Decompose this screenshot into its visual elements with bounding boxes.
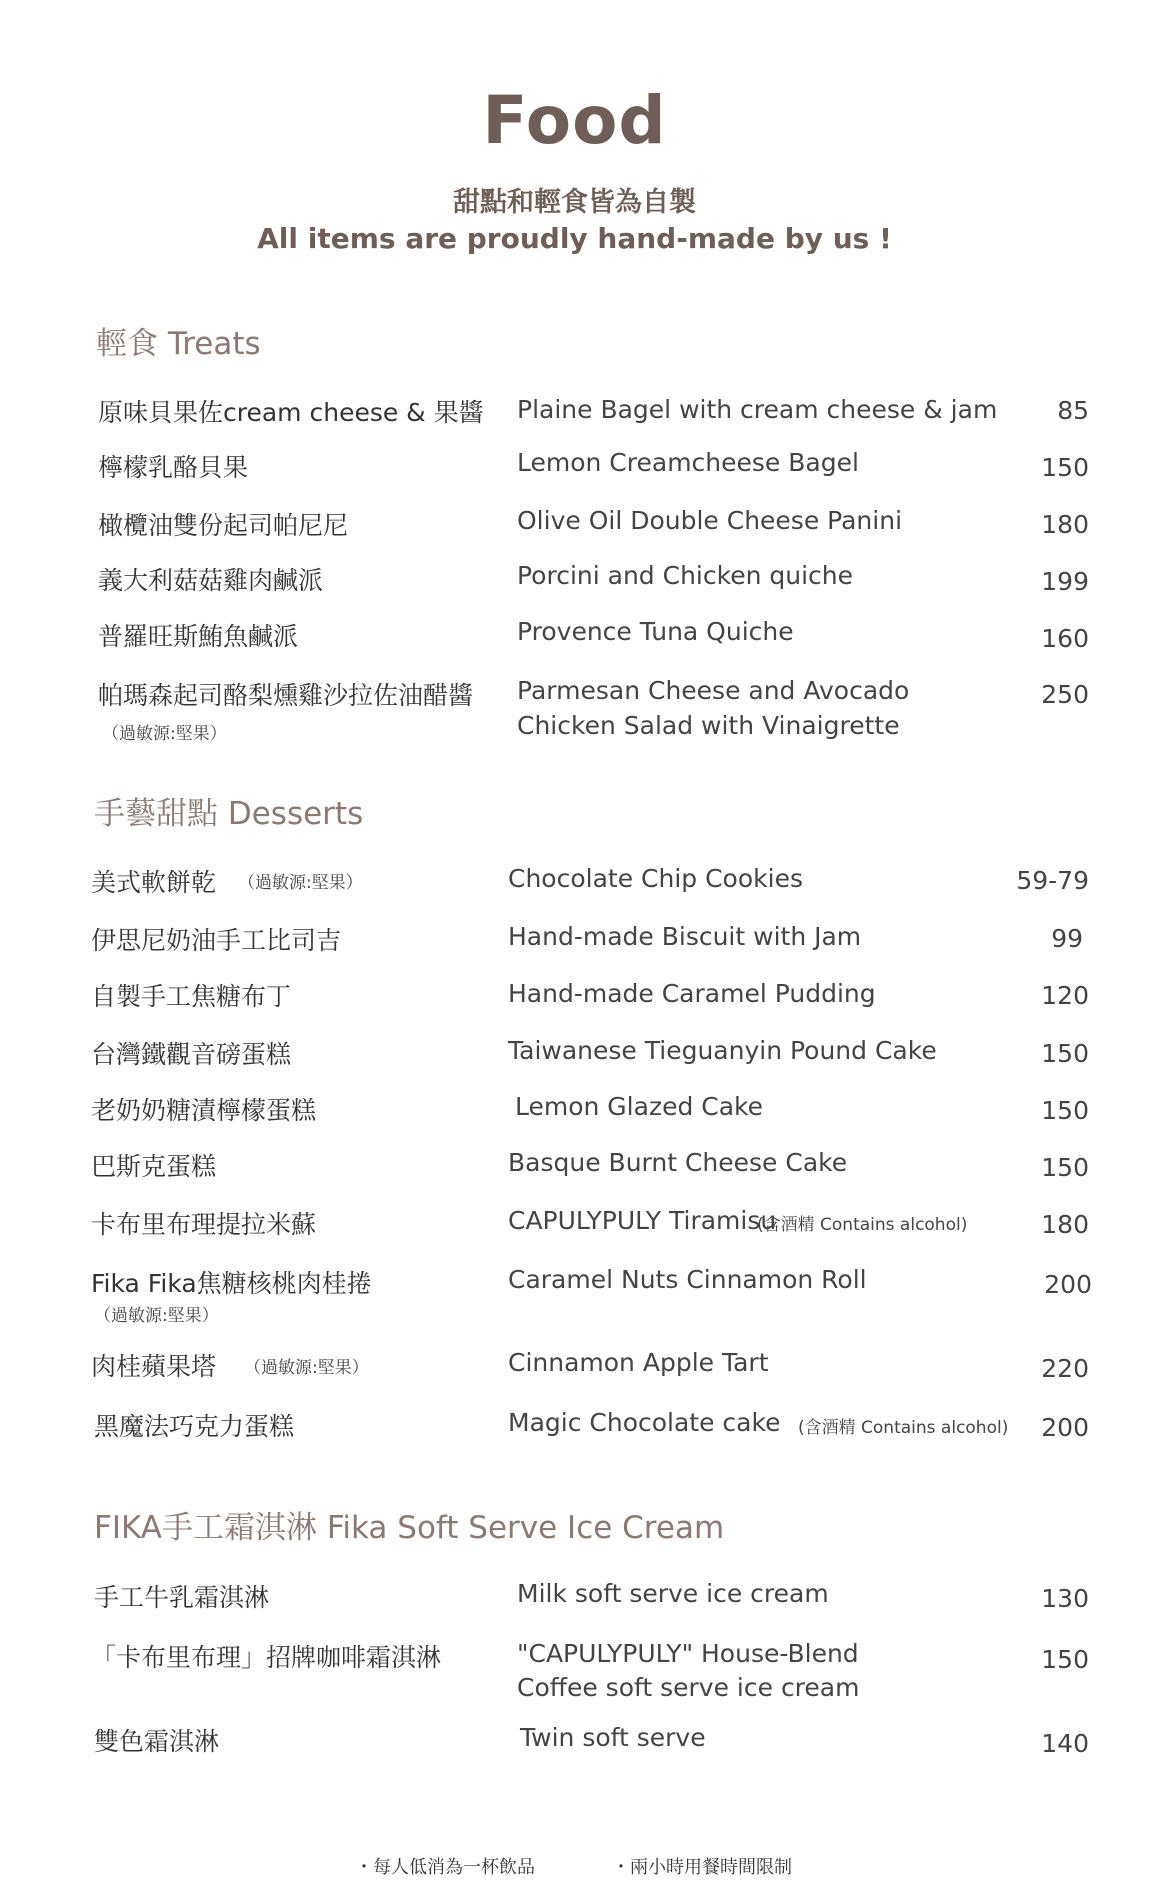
menu-item-price: 150 [1041,1039,1089,1068]
menu-item-name-en: Provence Tuna Quiche [517,617,794,646]
menu-item-name-en: Milk soft serve ice cream [517,1579,829,1608]
menu-item-name-en: Lemon Creamcheese Bagel [517,448,859,477]
allergen-note: （過敏源:堅果） [102,724,227,744]
menu-item-name-en: Caramel Nuts Cinnamon Roll [508,1265,867,1294]
menu-item-price: 220 [1041,1354,1089,1383]
menu-item-name-zh: 老奶奶糖漬檸檬蛋糕 [91,1096,317,1125]
menu-item-name-zh: Fika Fika焦糖核桃肉桂捲 [91,1269,372,1298]
menu-item-name-en: Magic Chocolate cake [508,1408,781,1437]
menu-item-name-zh: 卡布里布理提拉米蘇 [91,1210,317,1239]
section-heading-desserts: 手藝甜點 Desserts [94,796,364,832]
subtitle-chinese: 甜點和輕食皆為自製 [453,187,696,218]
menu-item-name-zh: 檸檬乳酪貝果 [98,453,249,482]
menu-item-name-zh: 巴斯克蛋糕 [91,1152,217,1181]
menu-item-price: 199 [1041,567,1089,596]
allergen-note: （過敏源:堅果） [238,873,363,893]
menu-item-price: 150 [1041,1645,1089,1674]
menu-item-name-zh: 自製手工焦糖布丁 [91,982,292,1011]
menu-item-name-zh: 雙色霜淇淋 [94,1727,220,1756]
menu-item-name-zh: 「卡布里布理」招牌咖啡霜淇淋 [91,1643,442,1672]
menu-item-price: 200 [1041,1413,1089,1442]
menu-item-price: 99 [1051,924,1083,953]
menu-item-price: 180 [1041,1210,1089,1239]
menu-item-name-en: Chocolate Chip Cookies [508,864,803,893]
menu-item-price: 250 [1041,680,1089,709]
menu-item-name-en: Basque Burnt Cheese Cake [508,1148,848,1177]
menu-item-name-zh: 橄欖油雙份起司帕尼尼 [98,511,349,540]
menu-item-name-en: Taiwanese Tieguanyin Pound Cake [508,1036,937,1065]
menu-item-price: 59-79 [1016,866,1089,895]
menu-item-name-zh: 伊思尼奶油手工比司吉 [91,926,342,955]
menu-item-price: 85 [1057,396,1089,425]
menu-item-name-en: CAPULYPULY Tiramisu [508,1206,777,1235]
menu-item-name-en: Hand-made Biscuit with Jam [508,922,862,951]
menu-item-name-zh: 帕瑪森起司酪梨燻雞沙拉佐油醋醬 [98,681,474,710]
menu-item-name-zh: 台灣鐵觀音磅蛋糕 [91,1040,292,1069]
menu-item-price: 140 [1041,1729,1089,1758]
menu-item-name-en-line2: Chicken Salad with Vinaigrette [517,711,900,740]
menu-item-name-en: Hand-made Caramel Pudding [508,979,876,1008]
menu-item-price: 120 [1041,981,1089,1010]
menu-item-name-en: Parmesan Cheese and Avocado [517,676,910,705]
allergen-note: （過敏源:堅果） [94,1306,219,1326]
menu-item-price: 150 [1041,1153,1089,1182]
footer-note-time-limit: ・兩小時用餐時間限制 [612,1857,792,1878]
subtitle-english: All items are proudly hand-made by us ! [257,222,892,255]
menu-item-name-zh: 原味貝果佐cream cheese & 果醬 [98,398,484,427]
menu-item-name-zh: 普羅旺斯鮪魚鹹派 [98,622,299,651]
menu-item-name-en: Porcini and Chicken quiche [517,561,853,590]
menu-item-name-zh: 黑魔法巧克力蛋糕 [94,1412,295,1441]
menu-item-name-en: "CAPULYPULY" House-Blend [517,1639,859,1668]
alcohol-note: (含酒精 Contains alcohol) [757,1215,968,1235]
menu-item-name-en: Plaine Bagel with cream cheese & jam [517,395,998,424]
section-heading-treats: 輕食 Treats [96,326,261,362]
menu-item-price: 130 [1041,1584,1089,1613]
menu-item-price: 180 [1041,510,1089,539]
menu-item-name-zh: 肉桂蘋果塔 [91,1352,217,1381]
menu-item-name-en: Twin soft serve [520,1723,706,1752]
alcohol-note: (含酒精 Contains alcohol) [798,1418,1009,1438]
menu-item-name-en: Olive Oil Double Cheese Panini [517,506,903,535]
page-title: Food [482,82,667,159]
menu-item-name-en: Lemon Glazed Cake [515,1092,764,1121]
menu-item-price: 160 [1041,624,1089,653]
menu-item-name-en: Cinnamon Apple Tart [508,1348,769,1377]
menu-item-name-zh: 手工牛乳霜淇淋 [94,1583,270,1612]
section-heading-ice-cream: FIKA手工霜淇淋 Fika Soft Serve Ice Cream [94,1510,725,1546]
menu-item-name-zh: 義大利菇菇雞肉鹹派 [98,566,324,595]
menu-item-price: 150 [1041,1096,1089,1125]
menu-item-price: 150 [1041,453,1089,482]
menu-item-price: 200 [1044,1270,1092,1299]
footer-note-minimum: ・每人低消為一杯飲品 [355,1857,535,1878]
menu-item-name-zh: 美式軟餅乾 [91,868,217,897]
allergen-note: （過敏源:堅果） [244,1358,369,1378]
menu-item-name-en-line2: Coffee soft serve ice cream [517,1673,860,1702]
